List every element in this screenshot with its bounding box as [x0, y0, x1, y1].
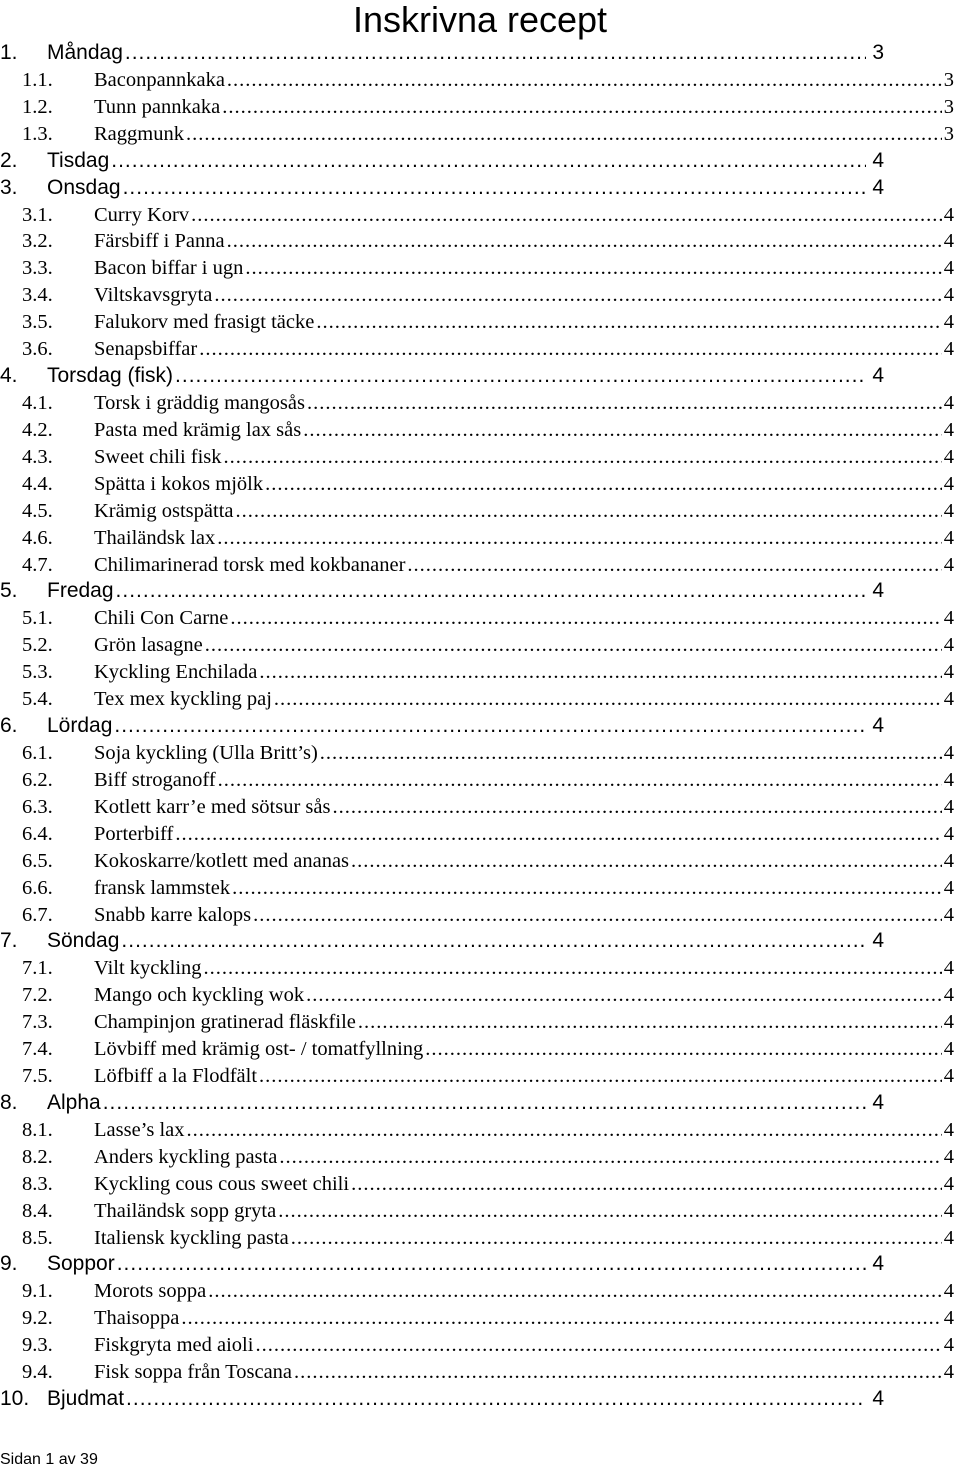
- toc-entry-label[interactable]: Kotlett karr’e med sötsur sås: [94, 795, 331, 818]
- toc-entry-label[interactable]: Curry Korv: [94, 203, 190, 226]
- toc-dot-leader: [224, 444, 942, 471]
- toc-entry-number: 5.4.: [22, 688, 53, 711]
- toc-dot-leader: [114, 713, 866, 740]
- toc-entry-label[interactable]: Krämig ostspätta: [94, 499, 234, 522]
- toc-subsection-entry[interactable]: [0, 282, 954, 309]
- toc-entry-number: 5.: [0, 579, 18, 603]
- toc-subsection-entry[interactable]: [0, 955, 954, 982]
- toc-entry-number: 9.: [0, 1252, 18, 1276]
- toc-entry-number: 7.: [0, 929, 18, 953]
- toc-entry-label[interactable]: Raggmunk: [94, 122, 184, 145]
- toc-entry-number: 9.4.: [22, 1361, 53, 1384]
- toc-dot-leader: [187, 1117, 942, 1144]
- toc-subsection-entry[interactable]: [0, 1359, 954, 1386]
- toc-entry-page-number: 4: [943, 418, 954, 441]
- toc-subsection-entry[interactable]: [0, 794, 954, 821]
- toc-dot-leader: [175, 363, 866, 390]
- toc-entry-label[interactable]: Mango och kyckling wok: [94, 984, 305, 1007]
- toc-dot-leader: [278, 1198, 942, 1225]
- toc-entry-number: 4.7.: [22, 553, 53, 576]
- toc-entry-page-number: 4: [943, 1307, 954, 1330]
- toc-entry-number: 9.2.: [22, 1307, 53, 1330]
- toc-section-entry[interactable]: [0, 713, 884, 740]
- toc-entry-label[interactable]: Baconpannkaka: [94, 68, 225, 91]
- toc-entry-page-number: 3: [943, 68, 954, 91]
- toc-entry-label[interactable]: Fisk soppa från Toscana: [94, 1361, 293, 1384]
- toc-entry-label[interactable]: Bacon biffar i ugn: [94, 257, 244, 280]
- toc-entry-page-number: 4: [943, 1334, 954, 1357]
- toc-entry-number: 3.4.: [22, 284, 53, 307]
- toc-entry-number: 6.6.: [22, 876, 53, 899]
- toc-entry-label[interactable]: Chilimarinerad torsk med kokbananer: [94, 553, 406, 576]
- toc-entry-number: 4.2.: [22, 418, 53, 441]
- toc-entry-number: 7.5.: [22, 1065, 53, 1088]
- toc-entry-number: 3.6.: [22, 338, 53, 361]
- toc-subsection-entry[interactable]: [0, 1171, 954, 1198]
- toc-entry-page-number: 4: [943, 203, 954, 226]
- toc-entry-number: 6.4.: [22, 822, 53, 845]
- toc-entry-number: 8.2.: [22, 1145, 53, 1168]
- toc-subsection-entry[interactable]: [0, 336, 954, 363]
- toc-entry-number: 1.3.: [22, 122, 53, 145]
- toc-entry-label[interactable]: Vilt kyckling: [94, 957, 202, 980]
- toc-subsection-entry[interactable]: [0, 1117, 954, 1144]
- toc-entry-label[interactable]: Italiensk kyckling pasta: [94, 1226, 289, 1249]
- toc-subsection-entry[interactable]: [0, 875, 954, 902]
- toc-entry-page-number: 4: [943, 526, 954, 549]
- toc-subsection-entry[interactable]: [0, 444, 954, 471]
- toc-dot-leader: [307, 390, 942, 417]
- toc-dot-leader: [116, 578, 867, 605]
- toc-dot-leader: [232, 875, 942, 902]
- toc-entry-number: 6.1.: [22, 741, 53, 764]
- toc-dot-leader: [121, 928, 866, 955]
- toc-dot-leader: [236, 498, 942, 525]
- toc-entry-number: 8.4.: [22, 1199, 53, 1222]
- toc-dot-leader: [425, 1036, 941, 1063]
- toc-subsection-entry[interactable]: [0, 228, 954, 255]
- toc-entry-page-number: 4: [872, 929, 884, 953]
- toc-entry-label[interactable]: fransk lammstek: [94, 876, 231, 899]
- toc-entry-number: 10.: [0, 1387, 30, 1411]
- toc-dot-leader: [265, 471, 942, 498]
- toc-entry-page-number: 4: [943, 338, 954, 361]
- toc-entry-label[interactable]: Kyckling cous cous sweet chili: [94, 1172, 350, 1195]
- toc-dot-leader: [245, 255, 941, 282]
- toc-entry-page-number: 4: [943, 391, 954, 414]
- toc-dot-leader: [181, 1305, 941, 1332]
- toc-dot-leader: [332, 794, 941, 821]
- toc-subsection-entry[interactable]: [0, 417, 954, 444]
- toc-entry-number: 7.2.: [22, 984, 53, 1007]
- toc-subsection-entry[interactable]: [0, 471, 954, 498]
- toc-subsection-entry[interactable]: [0, 740, 954, 767]
- toc-subsection-entry[interactable]: [0, 848, 954, 875]
- toc-dot-leader: [199, 336, 942, 363]
- toc-section-entry[interactable]: [0, 40, 884, 67]
- toc-subsection-entry[interactable]: [0, 686, 954, 713]
- toc-subsection-entry[interactable]: [0, 67, 954, 94]
- toc-entry-page-number: 4: [943, 795, 954, 818]
- toc-entry-page-number: 4: [943, 257, 954, 280]
- toc-entry-label[interactable]: Thailändsk sopp gryta: [94, 1199, 277, 1222]
- toc-entry-number: 7.3.: [22, 1011, 53, 1034]
- toc-entry-page-number: 4: [943, 768, 954, 791]
- toc-dot-leader: [291, 1225, 942, 1252]
- toc-entry-label[interactable]: Fredag: [47, 579, 114, 603]
- toc-entry-label[interactable]: Torsk i gräddig mangosås: [94, 391, 305, 414]
- toc-dot-leader: [103, 1090, 867, 1117]
- toc-subsection-entry[interactable]: [0, 767, 954, 794]
- toc-entry-page-number: 4: [943, 499, 954, 522]
- toc-entry-page-number: 4: [943, 472, 954, 495]
- toc-entry-label[interactable]: Måndag: [47, 41, 123, 64]
- toc-entry-number: 3.3.: [22, 257, 53, 280]
- toc-entry-label[interactable]: Tex mex kyckling paj: [94, 688, 272, 711]
- toc-entry-label[interactable]: Thailändsk lax: [94, 526, 216, 549]
- toc-entry-number: 4.4.: [22, 472, 53, 495]
- toc-section-entry[interactable]: [0, 148, 884, 175]
- toc-entry-label[interactable]: Kokoskarre/kotlett med ananas: [94, 849, 350, 872]
- toc-entry-page-number: 4: [943, 957, 954, 980]
- toc-entry-number: 4.5.: [22, 499, 53, 522]
- toc-entry-page-number: 3: [943, 95, 954, 118]
- toc-entry-label[interactable]: Pasta med krämig lax sås: [94, 418, 302, 441]
- toc-entry-label[interactable]: Onsdag: [47, 175, 121, 199]
- toc-dot-leader: [204, 955, 942, 982]
- toc-dot-leader: [274, 686, 942, 713]
- toc-subsection-entry[interactable]: [0, 1278, 954, 1305]
- toc-dot-leader: [186, 121, 942, 148]
- toc-entry-number: 9.1.: [22, 1280, 53, 1303]
- toc-dot-leader: [303, 417, 942, 444]
- toc-section-entry[interactable]: [0, 1251, 884, 1278]
- toc-subsection-entry[interactable]: [0, 94, 954, 121]
- toc-dot-leader: [407, 552, 941, 579]
- toc-entry-page-number: 4: [943, 1199, 954, 1222]
- toc-entry-number: 5.2.: [22, 634, 53, 657]
- toc-entry-label[interactable]: Sweet chili fisk: [94, 445, 222, 468]
- page-title: Inskrivna recept: [352, 0, 608, 40]
- toc-entry-label[interactable]: Färsbiff i Panna: [94, 230, 225, 253]
- toc-entry-label[interactable]: Porterbiff: [94, 822, 174, 845]
- toc-dot-leader: [255, 1332, 941, 1359]
- toc-entry-number: 1.: [0, 41, 18, 64]
- toc-entry-page-number: 4: [872, 579, 884, 603]
- toc-subsection-entry[interactable]: [0, 525, 954, 552]
- table-of-contents: [0, 40, 960, 1413]
- toc-dot-leader: [227, 67, 942, 94]
- toc-section-entry[interactable]: [0, 578, 884, 605]
- toc-dot-leader: [123, 175, 867, 202]
- toc-entry-label[interactable]: Tisdag: [47, 148, 110, 172]
- toc-entry-number: 7.1.: [22, 957, 53, 980]
- toc-entry-page-number: 3: [943, 122, 954, 145]
- toc-dot-leader: [175, 821, 941, 848]
- toc-entry-label[interactable]: Morots soppa: [94, 1280, 207, 1303]
- toc-dot-leader: [294, 1359, 942, 1386]
- toc-subsection-entry[interactable]: [0, 1036, 954, 1063]
- toc-dot-leader: [358, 1009, 942, 1036]
- toc-entry-label[interactable]: Grön lasagne: [94, 634, 203, 657]
- toc-subsection-entry[interactable]: [0, 121, 954, 148]
- toc-entry-label[interactable]: Spätta i kokos mjölk: [94, 472, 264, 495]
- toc-entry-number: 6.3.: [22, 795, 53, 818]
- toc-entry-page-number: 4: [872, 1090, 884, 1114]
- toc-entry-label[interactable]: Söndag: [47, 929, 120, 953]
- toc-entry-label[interactable]: Fiskgryta med aioli: [94, 1334, 254, 1357]
- toc-entry-label[interactable]: Falukorv med frasigt täcke: [94, 311, 315, 334]
- toc-entry-page-number: 4: [943, 1118, 954, 1141]
- toc-dot-leader: [125, 40, 866, 67]
- toc-subsection-entry[interactable]: [0, 390, 954, 417]
- toc-entry-page-number: 4: [943, 903, 954, 926]
- toc-entry-number: 6.5.: [22, 849, 53, 872]
- toc-dot-leader: [253, 902, 942, 929]
- toc-entry-number: 6.: [0, 714, 18, 738]
- toc-entry-page-number: 4: [943, 1226, 954, 1249]
- toc-entry-page-number: 4: [943, 741, 954, 764]
- toc-entry-number: 3.5.: [22, 311, 53, 334]
- toc-entry-page-number: 4: [943, 822, 954, 845]
- toc-entry-label[interactable]: Bjudmat: [47, 1387, 125, 1411]
- toc-entry-page-number: 4: [943, 1011, 954, 1034]
- toc-entry-page-number: 4: [872, 1252, 884, 1276]
- toc-entry-number: 4.6.: [22, 526, 53, 549]
- toc-entry-number: 9.3.: [22, 1334, 53, 1357]
- toc-section-entry[interactable]: [0, 1090, 884, 1117]
- toc-dot-leader: [306, 982, 942, 1009]
- toc-subsection-entry[interactable]: [0, 552, 954, 579]
- toc-entry-label[interactable]: Lövbiff med krämig ost- / tomatfyllning: [94, 1038, 424, 1061]
- toc-entry-page-number: 4: [943, 1065, 954, 1088]
- toc-dot-leader: [111, 148, 866, 175]
- toc-section-entry[interactable]: [0, 363, 884, 390]
- toc-subsection-entry[interactable]: [0, 902, 954, 929]
- toc-dot-leader: [351, 1171, 942, 1198]
- toc-entry-number: 3.: [0, 175, 18, 199]
- toc-entry-page-number: 4: [872, 175, 884, 199]
- toc-entry-number: 4.: [0, 364, 18, 388]
- toc-entry-number: 2.: [0, 148, 18, 172]
- toc-subsection-entry[interactable]: [0, 1144, 954, 1171]
- toc-entry-page-number: 4: [943, 688, 954, 711]
- toc-entry-page-number: 4: [943, 1038, 954, 1061]
- toc-entry-page-number: 4: [872, 1387, 884, 1411]
- toc-subsection-entry[interactable]: [0, 659, 954, 686]
- toc-entry-label[interactable]: Biff stroganoff: [94, 768, 216, 791]
- toc-dot-leader: [351, 848, 942, 875]
- toc-section-entry[interactable]: [0, 175, 884, 202]
- toc-entry-page-number: 4: [943, 634, 954, 657]
- toc-dot-leader: [205, 632, 942, 659]
- toc-entry-number: 1.2.: [22, 95, 53, 118]
- toc-entry-label[interactable]: Senapsbiffar: [94, 338, 198, 361]
- toc-entry-number: 5.3.: [22, 661, 53, 684]
- toc-entry-page-number: 4: [943, 311, 954, 334]
- toc-entry-label[interactable]: Löfbiff a la Flodfält: [94, 1065, 258, 1088]
- toc-entry-label[interactable]: Kyckling Enchilada: [94, 661, 258, 684]
- toc-subsection-entry[interactable]: [0, 255, 954, 282]
- toc-dot-leader: [191, 202, 942, 229]
- toc-dot-leader: [259, 1063, 942, 1090]
- toc-entry-page-number: 4: [943, 1172, 954, 1195]
- toc-dot-leader: [320, 740, 942, 767]
- toc-subsection-entry[interactable]: [0, 605, 954, 632]
- page-footer: Sidan 1 av 39: [0, 1451, 98, 1468]
- toc-entry-page-number: 4: [943, 1280, 954, 1303]
- toc-entry-label[interactable]: Chili Con Carne: [94, 607, 229, 630]
- toc-entry-page-number: 4: [872, 148, 884, 172]
- toc-entry-page-number: 4: [943, 284, 954, 307]
- toc-dot-leader: [126, 1386, 866, 1413]
- toc-entry-page-number: 4: [872, 714, 884, 738]
- toc-entry-number: 4.1.: [22, 391, 53, 414]
- toc-entry-page-number: 4: [943, 849, 954, 872]
- toc-subsection-entry[interactable]: [0, 1305, 954, 1332]
- toc-entry-label[interactable]: Snabb karre kalops: [94, 903, 252, 926]
- toc-entry-label[interactable]: Alpha: [47, 1090, 101, 1114]
- toc-entry-page-number: 4: [943, 553, 954, 576]
- toc-entry-page-number: 4: [943, 230, 954, 253]
- toc-entry-page-number: 4: [943, 607, 954, 630]
- toc-entry-label[interactable]: Thaisoppa: [94, 1307, 180, 1330]
- toc-dot-leader: [279, 1144, 941, 1171]
- toc-subsection-entry[interactable]: [0, 1009, 954, 1036]
- toc-entry-number: 8.5.: [22, 1226, 53, 1249]
- toc-dot-leader: [227, 228, 942, 255]
- toc-dot-leader: [208, 1278, 942, 1305]
- toc-entry-page-number: 4: [943, 1361, 954, 1384]
- toc-subsection-entry[interactable]: [0, 821, 954, 848]
- toc-section-entry[interactable]: [0, 1386, 884, 1413]
- toc-entry-number: 8.3.: [22, 1172, 53, 1195]
- toc-dot-leader: [316, 309, 941, 336]
- toc-subsection-entry[interactable]: [0, 982, 954, 1009]
- toc-dot-leader: [230, 605, 941, 632]
- toc-entry-number: 8.: [0, 1090, 18, 1114]
- toc-entry-number: 4.3.: [22, 445, 53, 468]
- toc-subsection-entry[interactable]: [0, 309, 954, 336]
- toc-entry-number: 5.1.: [22, 607, 53, 630]
- toc-subsection-entry[interactable]: [0, 632, 954, 659]
- toc-entry-label[interactable]: Anders kyckling pasta: [94, 1145, 278, 1168]
- toc-entry-label[interactable]: Tunn pannkaka: [94, 95, 221, 118]
- toc-dot-leader: [259, 659, 941, 686]
- toc-dot-leader: [217, 525, 941, 552]
- toc-entry-number: 8.1.: [22, 1118, 53, 1141]
- toc-entry-label[interactable]: Lördag: [47, 714, 113, 738]
- toc-dot-leader: [222, 94, 942, 121]
- toc-entry-label[interactable]: Champinjon gratinerad fläskfile: [94, 1011, 356, 1034]
- toc-dot-leader: [117, 1251, 867, 1278]
- toc-entry-label[interactable]: Lasse’s lax: [94, 1118, 185, 1141]
- toc-entry-page-number: 4: [943, 984, 954, 1007]
- toc-entry-number: 6.2.: [22, 768, 53, 791]
- toc-entry-label[interactable]: Soppor: [47, 1252, 115, 1276]
- toc-entry-number: 3.1.: [22, 203, 53, 226]
- toc-subsection-entry[interactable]: [0, 1063, 954, 1090]
- toc-entry-number: 1.1.: [22, 68, 53, 91]
- toc-dot-leader: [214, 282, 941, 309]
- toc-subsection-entry[interactable]: [0, 202, 954, 229]
- toc-entry-page-number: 4: [943, 661, 954, 684]
- toc-section-entry[interactable]: [0, 928, 884, 955]
- toc-entry-page-number: 3: [872, 41, 884, 64]
- toc-subsection-entry[interactable]: [0, 1198, 954, 1225]
- toc-subsection-entry[interactable]: [0, 1332, 954, 1359]
- toc-entry-number: 7.4.: [22, 1038, 53, 1061]
- toc-entry-number: 6.7.: [22, 903, 53, 926]
- toc-entry-number: 3.2.: [22, 230, 53, 253]
- toc-entry-page-number: 4: [872, 364, 884, 388]
- toc-entry-page-number: 4: [943, 876, 954, 899]
- toc-entry-page-number: 4: [943, 1145, 954, 1168]
- toc-subsection-entry[interactable]: [0, 1225, 954, 1252]
- toc-entry-label[interactable]: Soja kyckling (Ulla Britt’s): [94, 741, 318, 764]
- toc-entry-label[interactable]: Viltskavsgryta: [94, 284, 213, 307]
- toc-dot-leader: [218, 767, 942, 794]
- toc-entry-label[interactable]: Torsdag (fisk): [47, 364, 174, 388]
- toc-subsection-entry[interactable]: [0, 498, 954, 525]
- toc-entry-page-number: 4: [943, 445, 954, 468]
